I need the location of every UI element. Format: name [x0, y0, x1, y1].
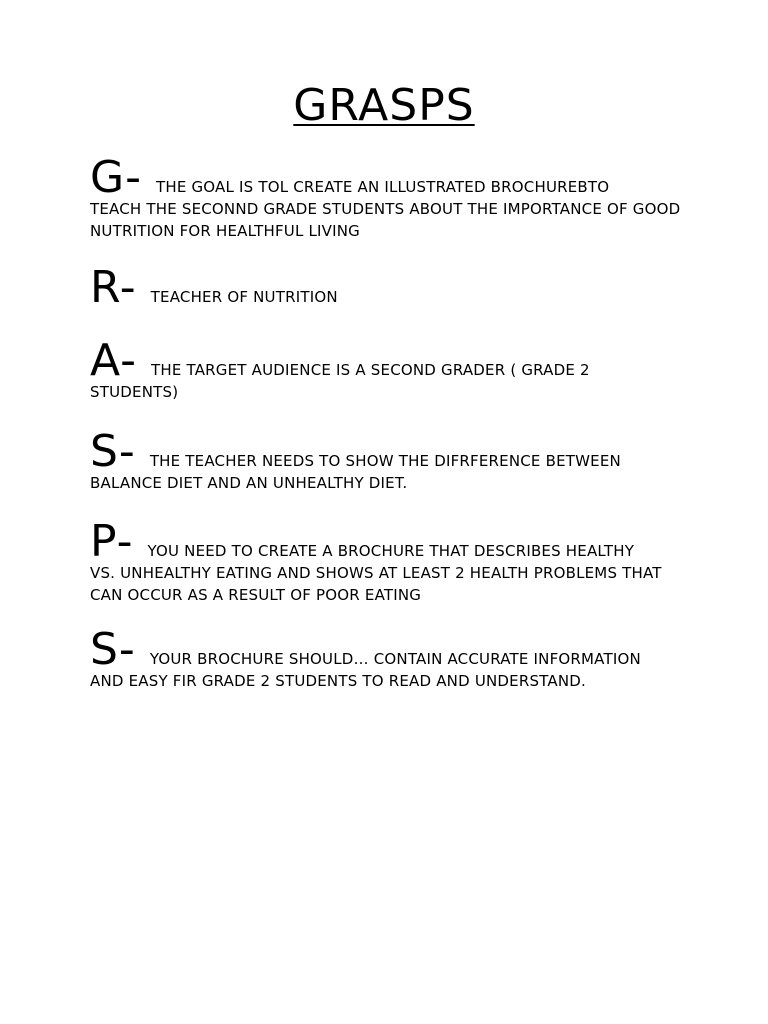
item-letter: S-: [90, 426, 136, 477]
item-text-continued: BALANCE DIET AND AN UNHEALTHY DIET.: [90, 474, 408, 492]
item-text-first-line: THE GOAL IS TOL CREATE AN ILLUSTRATED BROCHUREBTO: [155, 178, 610, 196]
grasps-item-product: [90, 516, 690, 606]
item-letter: A-: [90, 335, 138, 386]
item-text-continued: STUDENTS): [90, 383, 179, 401]
page-title: [0, 80, 768, 132]
item-letter: S-: [90, 624, 136, 675]
item-text-first-line: TEACHER OF NUTRITION: [150, 288, 338, 306]
grasps-item-goal: [90, 152, 690, 242]
item-text-first-line: THE TEACHER NEEDS TO SHOW THE DIFRFERENCE BETWEEN: [149, 452, 621, 470]
item-letter: P-: [90, 516, 134, 567]
grasps-item-audience: [90, 335, 690, 403]
grasps-item-standards: [90, 624, 690, 692]
grasps-item-situation: [90, 426, 690, 494]
item-text-first-line: YOUR BROCHURE SHOULD… CONTAIN ACCURATE INFORMATION: [149, 650, 641, 668]
page-title-text: GRASPS: [293, 80, 475, 131]
item-text-continued: TEACH THE SECONND GRADE STUDENTS ABOUT THE IMPORTANCE OF GOOD NUTRITION FOR HEALTHFUL LIVING: [90, 200, 681, 240]
item-text-continued: VS. UNHEALTHY EATING AND SHOWS AT LEAST 2 HEALTH PROBLEMS THAT CAN OCCUR AS A RESULT OF POOR EATING: [90, 564, 662, 604]
item-letter: R-: [90, 262, 137, 313]
item-text-continued: AND EASY FIR GRADE 2 STUDENTS TO READ AND UNDERSTAND.: [90, 672, 586, 690]
item-letter: G-: [90, 152, 142, 203]
item-text-first-line: THE TARGET AUDIENCE IS A SECOND GRADER ( GRADE 2: [151, 361, 590, 379]
grasps-item-role: [90, 262, 690, 313]
item-text-first-line: YOU NEED TO CREATE A BROCHURE THAT DESCRIBES HEALTHY: [147, 542, 635, 560]
